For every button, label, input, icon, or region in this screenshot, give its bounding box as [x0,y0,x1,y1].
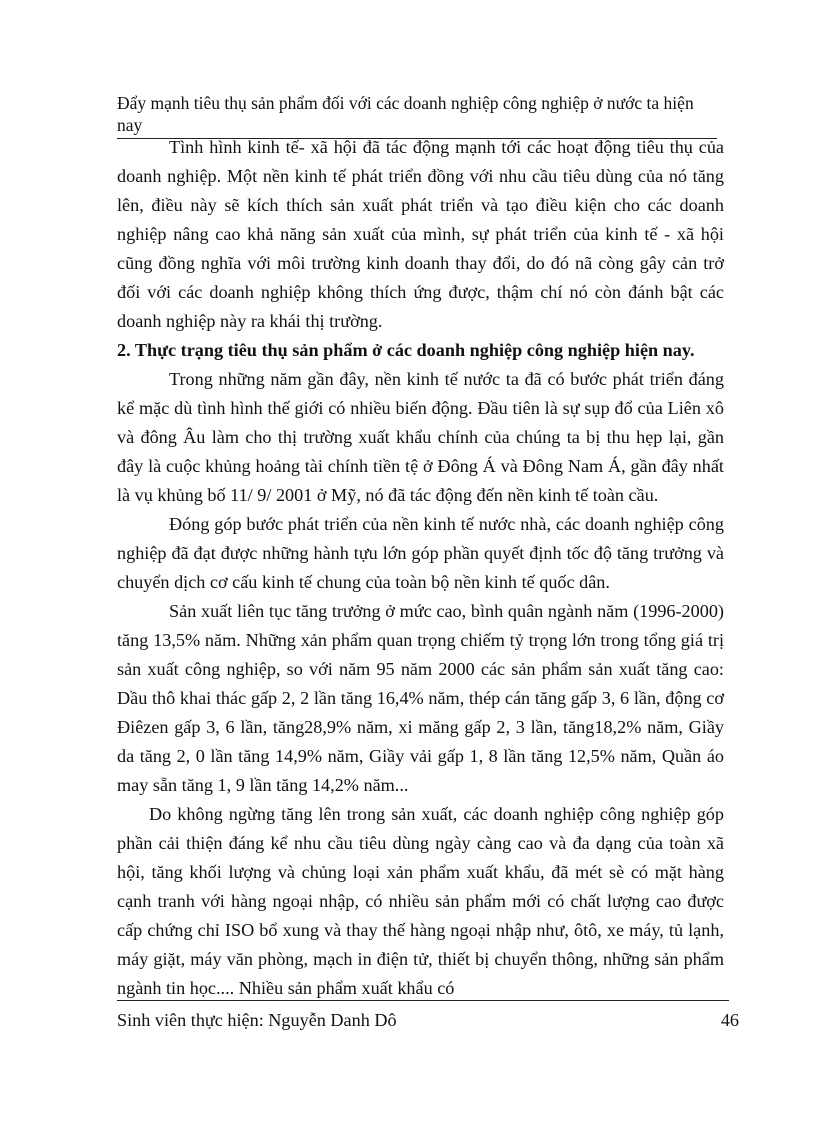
footer-divider [117,1000,729,1001]
running-header: Đẩy mạnh tiêu thụ sản phẩm đối với các doanh nghiệp công nghiệp ở nước ta hiện nay [117,92,717,139]
document-body [117,133,724,1003]
paragraph-production-growth: Sản xuất liên tục tăng trưởng ở mức cao, bình quân ngành năm (1996-2000) tăng 13,5% năm. Những xản phẩm quan trọng chiếm tỷ trọng lớn trong tổng giá trị sản xuất công nghiệp, so với năm 95 năm 2000 các sản phẩm sản xuất tăng cao: Dầu thô khai thác gấp 2, 2 lần tăng 16,4% năm, thép cán tăng gấp 3, 6 lần, động cơ Điêzen gấp 3, 6 lần, tăng28,9% năm, xi măng gấp 2, 3 lần, tăng18,2% năm, Giầy da tăng 2, 0 lần tăng 14,9% năm, Giầy vải gấp 1, 8 lần tăng 12,5% năm, Quần áo may sẵn tăng 1, 9 lần tăng 14,2% năm... [117,601,724,795]
paragraph-recent-years: Trong những năm gần đây, nền kinh tế nước ta đã có bước phát triển đáng kể mặc dù tình hình thế giới có nhiều biến động. Đầu tiên là sự sụp đổ của Liên xô và đông Âu làm cho thị trường xuất khẩu chính của chúng ta bị thu hẹp lại, gần đây là cuộc khủng hoảng tài chính tiền tệ ở Đông Á và Đông Nam Á, gần đây nhất là vụ khủng bố 11/ 9/ 2001 ở Mỹ, nó đã tác động đến nền kinh tế toàn cầu. [117,369,724,505]
paragraph-consumer-demand: Do không ngừng tăng lên trong sản xuất, các doanh nghiệp công nghiệp góp phần cải thiện đáng kể nhu cầu tiêu dùng ngày càng cao và đa dạng của toàn xã hội, tăng khối lượng và chủng loại xản phẩm xuất khẩu, đã mét sè có mặt hàng cạnh tranh với hàng ngoại nhập, có nhiều sản phẩm mới có chất lượng cao được cấp chứng chỉ ISO bổ xung và thay thế hàng ngoại nhập như, ôtô, xe máy, tủ lạnh, máy giặt, máy văn phòng, mạch in điện tử, thiết bị chuyển thông, những sản phẩm ngành tin học.... Nhiều sản phẩm xuất khẩu có [117,804,724,998]
paragraph-economy-impact: Tình hình kinh tế- xã hội đã tác động mạnh tới các hoạt động tiêu thụ của doanh nghiệp. Một nền kinh tế phát triển đồng với nhu cầu tiêu dùng của nó tăng lên, điều này sẽ kích thích sản xuất phát triển và tạo điều kiện cho các doanh nghiệp nâng cao khả năng sản xuất của mình, sự phát triển của kinh tế - xã hội cũng đồng nghĩa với môi trường kinh doanh thay đổi, do đó nã còng gây cản trở đối với các doanh nghiệp không thích ứng được, thậm chí nó còn đánh bật các doanh nghiệp này ra khái thị trường. [117,137,724,331]
footer-author: Sinh viên thực hiện: Nguyễn Danh Dô [117,1010,397,1030]
page-number: 46 [720,1010,739,1030]
paragraph-contribution: Đóng góp bước phát triển của nền kinh tế nước nhà, các doanh nghiệp công nghiệp đã đạt được những hành tựu lớn góp phần quyết định tốc độ tăng trưởng và chuyển dịch cơ cấu kinh tế chung của toàn bộ nền kinh tế quốc dân. [117,514,724,592]
section-heading: 2. Thực trạng tiêu thụ sản phẩm ở các doanh nghiệp công nghiệp hiện nay. [117,340,695,360]
